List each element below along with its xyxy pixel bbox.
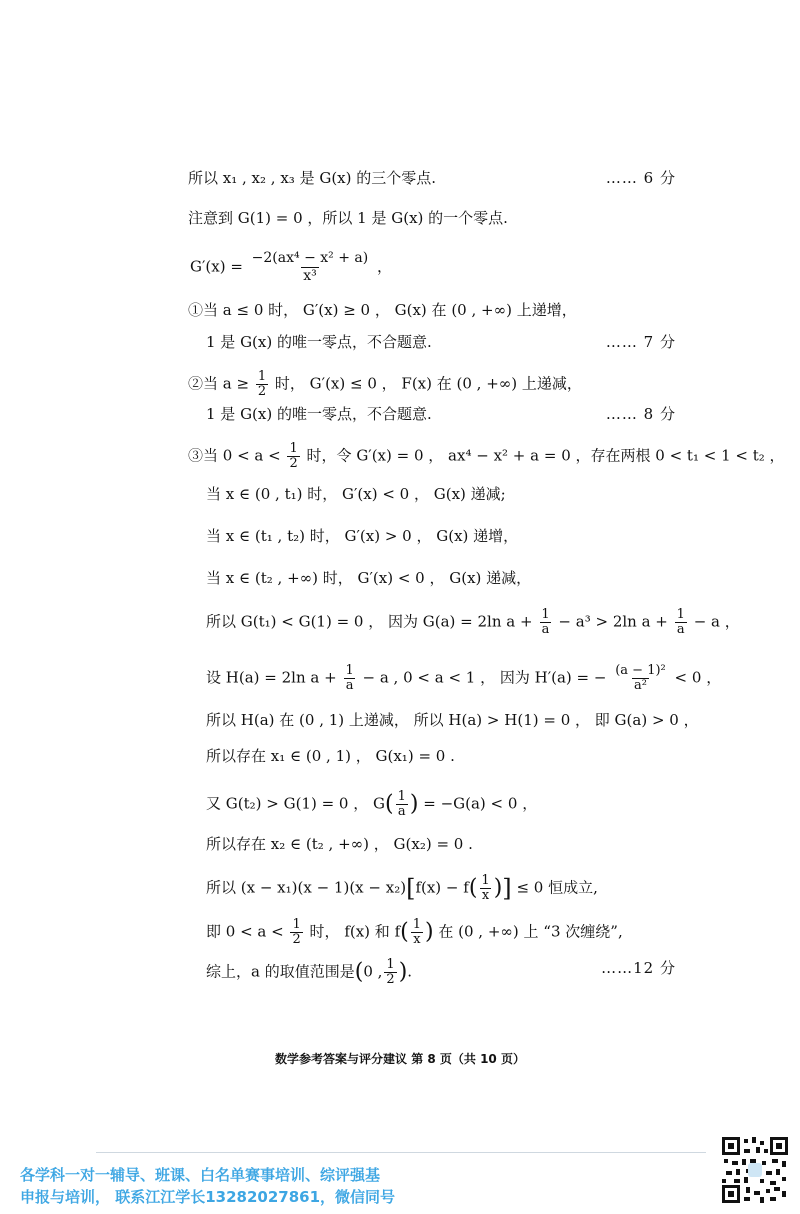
- fraction-one-half: [287, 442, 299, 471]
- derivative-lhs: G′(x) =: [190, 257, 243, 276]
- frac-num: (a − 1)²: [615, 663, 666, 678]
- derivative-denominator: x³: [303, 268, 317, 284]
- frac-num: 1: [289, 441, 298, 456]
- monotonic-3: 当 x ∈ (t₂ , +∞) 时， G′(x) < 0 ， G(x) 递减，: [206, 569, 532, 587]
- paren-open: (: [468, 875, 478, 901]
- case-2-line-1: [188, 370, 582, 399]
- paren-close: ): [493, 875, 503, 901]
- g-a-suffix: − a ，: [693, 612, 740, 631]
- fraction-one-over-a: [675, 608, 687, 637]
- frac-den: a: [397, 804, 406, 819]
- text-line-g1: [188, 208, 508, 228]
- frac-den: 2: [257, 384, 267, 399]
- wrapping-suffix: 在 (0 , +∞) 上 “3 次缠绕”,: [438, 922, 623, 941]
- paren-open: (: [385, 791, 394, 817]
- frac-den: 2: [289, 456, 298, 471]
- score-12: ……12 分: [601, 959, 676, 977]
- fraction-one-over-a: [396, 790, 408, 819]
- frac-num: 1: [345, 663, 354, 678]
- frac-num: 1: [481, 873, 490, 888]
- page-footer: 数学参考答案与评分建议 第 8 页（共 10 页）: [275, 1052, 525, 1066]
- case-1-line-1: [188, 300, 577, 320]
- wrapping-middle: 时， f(x) 和 f: [309, 922, 401, 941]
- h-decreasing: 所以 H(a) 在 (0 , 1) 上递减， 所以 H(a) > H(1) = 0 ， 即 G(a) > 0 ，: [206, 711, 699, 729]
- formula-product: [206, 874, 598, 903]
- paren-open: (: [354, 959, 364, 985]
- conclusion-inner: 0 ,: [363, 962, 383, 981]
- paren-open: (: [400, 919, 409, 945]
- product-inner: f(x) − f: [415, 878, 469, 897]
- frac-num: 1: [397, 789, 406, 804]
- exists-x1: 所以存在 x₁ ∈ (0 , 1) ， G(x₁) = 0 .: [206, 747, 455, 765]
- score-7: …… 7 分: [605, 333, 676, 351]
- derivative-fraction: [250, 250, 371, 285]
- score-6: …… 6 分: [605, 169, 676, 187]
- frac-den: 2: [386, 972, 395, 987]
- case-1-line-2: [206, 332, 432, 352]
- case-2-conclusion: 1 是 G(x) 的唯一零点，不合题意.: [206, 405, 432, 423]
- fraction-one-half: [384, 958, 396, 987]
- case-2-line-2: [206, 404, 432, 424]
- g-inv-suffix: = −G(a) < 0 ，: [423, 794, 538, 813]
- formula-g-a: [206, 608, 740, 637]
- frac-num: 1: [292, 917, 301, 932]
- ad-line-1: 各学科一对一辅导、班课、白名单赛事培训、综评强基: [20, 1166, 381, 1184]
- derivative-numerator: −2(ax⁴ − x² + a): [251, 250, 369, 266]
- exists-x2: 所以存在 x₂ ∈ (t₂ , +∞) ， G(x₂) = 0 .: [206, 835, 473, 853]
- h-a-prefix: 设 H(a) = 2ln a +: [206, 668, 337, 687]
- case-2-suffix: 时， G′(x) ≤ 0 ， F(x) 在 (0 , +∞) 上递减，: [274, 374, 582, 393]
- frac-den: x: [481, 888, 490, 903]
- g-inv-prefix: 又 G(t₂) > G(1) = 0 ， G: [206, 794, 385, 813]
- text-line-zero-points: [188, 168, 436, 188]
- paren-close: ): [425, 919, 434, 945]
- qr-code-icon: [720, 1135, 790, 1205]
- frac-den: a: [345, 678, 354, 693]
- case-3-line-1: [188, 442, 785, 471]
- frac-num: 1: [257, 369, 267, 384]
- frac-den: 2: [292, 932, 301, 947]
- bracket-open: [: [406, 874, 416, 903]
- frac-num: 1: [412, 917, 421, 932]
- monotonic-1: 当 x ∈ (0 , t₁) 时， G′(x) < 0 ， G(x) 递减;: [206, 485, 506, 503]
- wrapping-prefix: 即 0 < a <: [206, 922, 284, 941]
- frac-num: 1: [386, 957, 395, 972]
- g-a-prefix: 所以 G(t₁) < G(1) = 0 ， 因为 G(a) = 2ln a +: [206, 612, 533, 631]
- product-prefix: 所以 (x − x₁)(x − 1)(x − x₂): [206, 878, 407, 897]
- formula-derivative: [190, 250, 392, 285]
- fraction-one-over-x: [479, 874, 491, 903]
- monotonic-2: 当 x ∈ (t₁ , t₂) 时， G′(x) > 0 ， G(x) 递增，: [206, 527, 519, 545]
- ad-line-2: 申报与培训， 联系江江学长13282027861，微信同号: [20, 1188, 396, 1206]
- text-zero-points: 所以 x₁ , x₂ , x₃ 是 G(x) 的三个零点.: [188, 169, 437, 187]
- fraction-one-half: [290, 918, 302, 947]
- formula-h-a: [206, 664, 721, 693]
- frac-den: a²: [634, 678, 647, 693]
- frac-den: a: [541, 622, 550, 637]
- conclusion-suffix: .: [407, 962, 413, 981]
- fraction-one-over-a: [539, 608, 551, 637]
- conclusion-prefix: 综上，a 的取值范围是: [206, 962, 355, 981]
- paren-close: ): [398, 959, 408, 985]
- case-3-suffix: 时，令 G′(x) = 0 ， ax⁴ − x² + a = 0 ，存在两根 0 < t₁ < 1 < t₂ ，: [306, 446, 785, 465]
- bracket-close: ]: [502, 874, 512, 903]
- wrapping-line: [206, 918, 623, 947]
- frac-den: a: [676, 622, 685, 637]
- conclusion-line: [206, 958, 412, 987]
- product-suffix: ≤ 0 恒成立,: [516, 878, 598, 897]
- text-g1: 注意到 G(1) = 0 ，所以 1 是 G(x) 的一个零点.: [188, 209, 508, 227]
- case-1-conclusion: 1 是 G(x) 的唯一零点，不合题意.: [206, 333, 432, 351]
- g-a-middle: − a³ > 2ln a +: [558, 612, 668, 631]
- frac-den: x: [413, 932, 421, 947]
- fraction-h-prime: [613, 664, 668, 693]
- formula-g-one-over-a: [206, 790, 537, 819]
- frac-num: 1: [676, 607, 685, 622]
- fraction-one-half: [256, 370, 268, 399]
- case-2-prefix: ②当 a ≥: [188, 374, 250, 393]
- frac-num: 1: [541, 607, 550, 622]
- case-3-prefix: ③当 0 < a <: [188, 446, 281, 465]
- h-a-middle: − a , 0 < a < 1 ， 因为 H′(a) = −: [362, 668, 607, 687]
- score-8: …… 8 分: [605, 405, 676, 423]
- h-a-suffix: < 0 ，: [674, 668, 722, 687]
- fraction-one-over-x: [411, 918, 423, 947]
- ad-divider: [96, 1152, 706, 1153]
- derivative-tail: ，: [377, 257, 393, 276]
- case-1-text: ①当 a ≤ 0 时， G′(x) ≥ 0 ， G(x) 在 (0 , +∞) 上递增，: [188, 301, 577, 319]
- paren-close: ): [409, 791, 419, 817]
- fraction-one-over-a: [343, 664, 355, 693]
